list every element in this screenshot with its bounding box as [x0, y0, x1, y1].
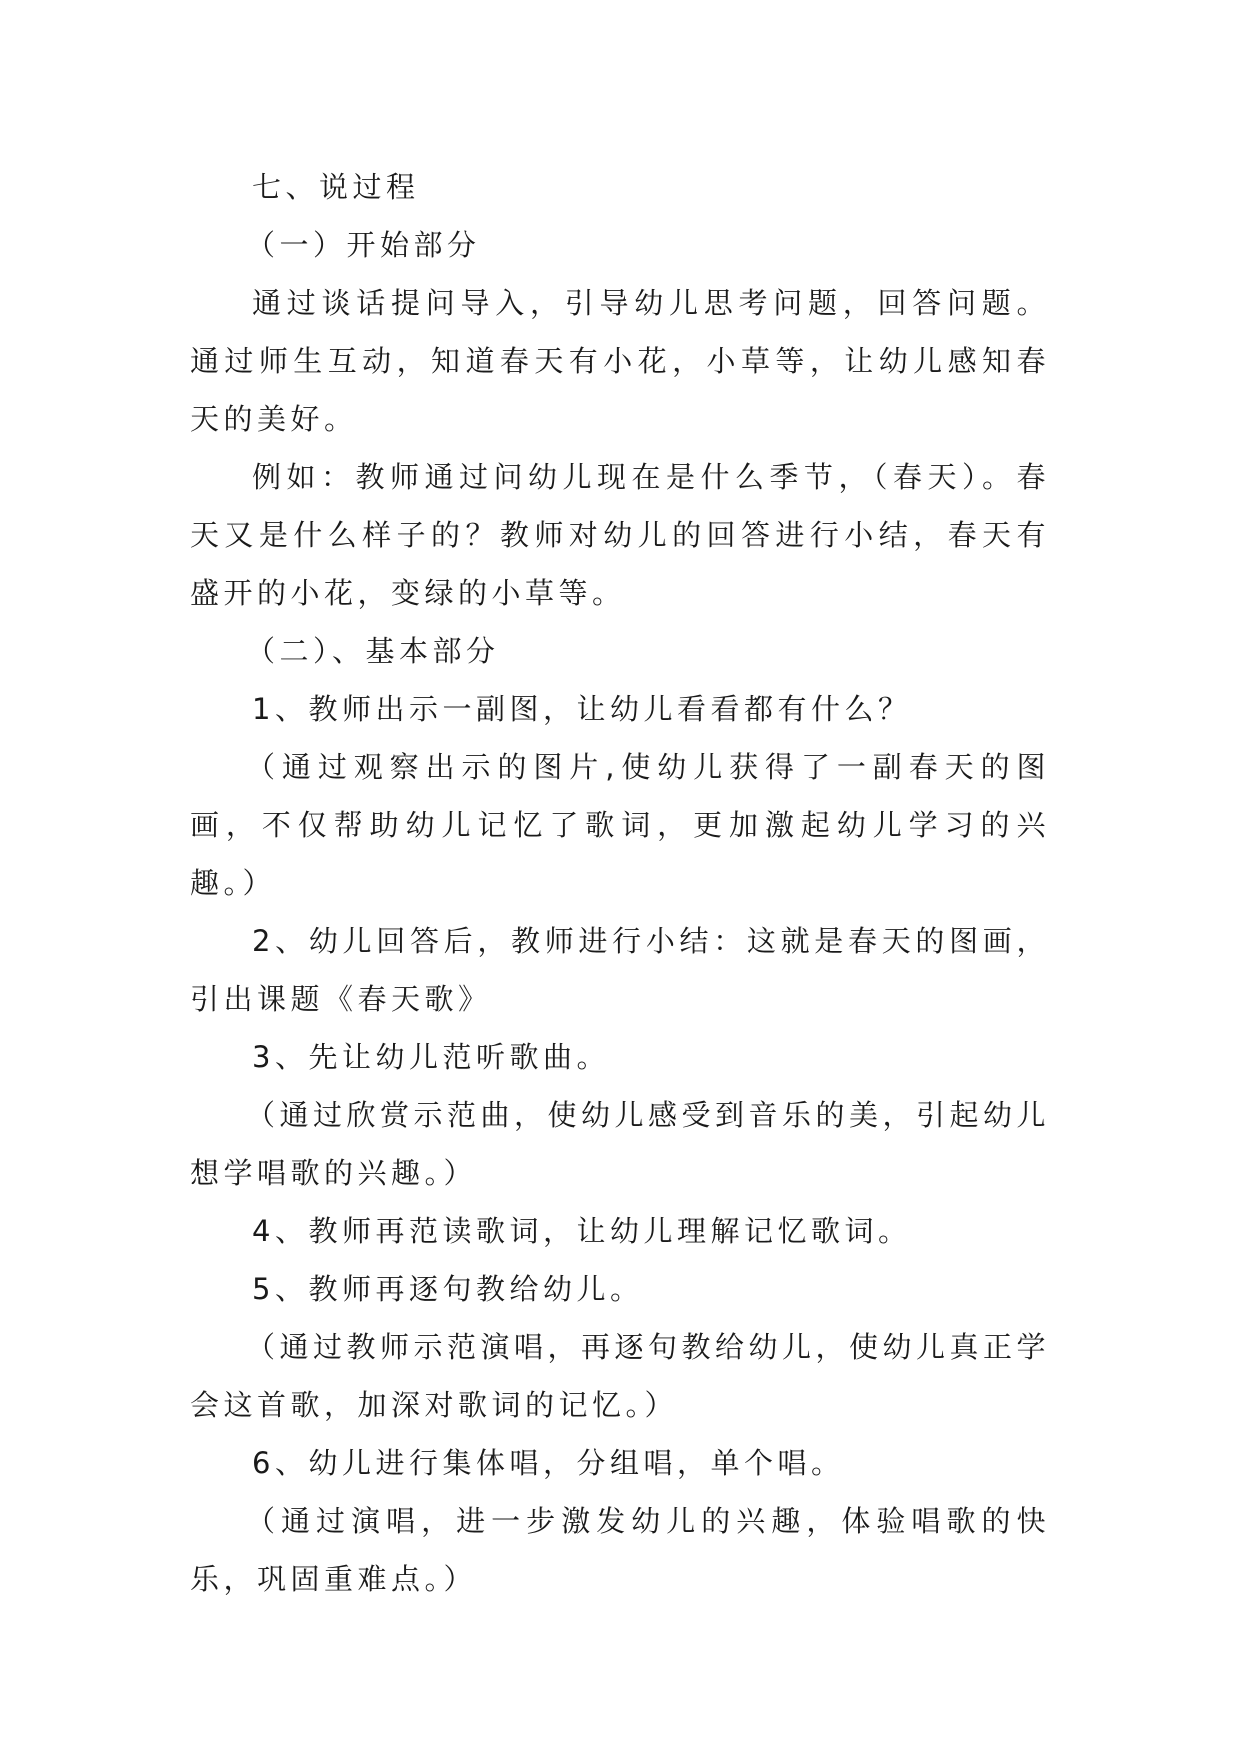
document-body [190, 158, 1050, 1608]
part-two-title: （二）、基本部分 [246, 634, 500, 668]
step-2: 2、幼儿回答后，教师进行小结：这就是春天的图画，引出课题《春天歌》 [190, 924, 1050, 1016]
part-one-title: （一）开始部分 [246, 228, 481, 262]
step-6-note: （通过演唱，进一步激发幼儿的兴趣，体验唱歌的快乐，巩固重难点。） [190, 1504, 1050, 1596]
paragraph-intro: 通过谈话提问导入，引导幼儿思考问题，回答问题。通过师生互动，知道春天有小花，小草等，让幼儿感知春天的美好。 [190, 286, 1050, 436]
step-4: 4、教师再范读歌词，让幼儿理解记忆歌词。 [252, 1214, 912, 1248]
step-3: 3、先让幼儿范听歌曲。 [252, 1040, 610, 1074]
section-title: 七、说过程 [252, 170, 420, 204]
step-1: 1、教师出示一副图，让幼儿看看都有什么？ [252, 692, 912, 726]
step-6: 6、幼儿进行集体唱，分组唱，单个唱。 [252, 1446, 845, 1480]
paragraph-example: 例如：教师通过问幼儿现在是什么季节，（春天）。春天又是什么样子的？教师对幼儿的回答进行小结，春天有盛开的小花，变绿的小草等。 [190, 460, 1050, 610]
step-3-note: （通过欣赏示范曲，使幼儿感受到音乐的美，引起幼儿想学唱歌的兴趣。） [190, 1098, 1051, 1190]
step-5: 5、教师再逐句教给幼儿。 [252, 1272, 644, 1306]
step-1-note: （通过观察出示的图片,使幼儿获得了一副春天的图画，不仅帮助幼儿记忆了歌词，更加激起幼儿学习的兴趣。） [190, 750, 1050, 900]
step-5-note: （通过教师示范演唱，再逐句教给幼儿，使幼儿真正学会这首歌，加深对歌词的记忆。） [190, 1330, 1051, 1422]
